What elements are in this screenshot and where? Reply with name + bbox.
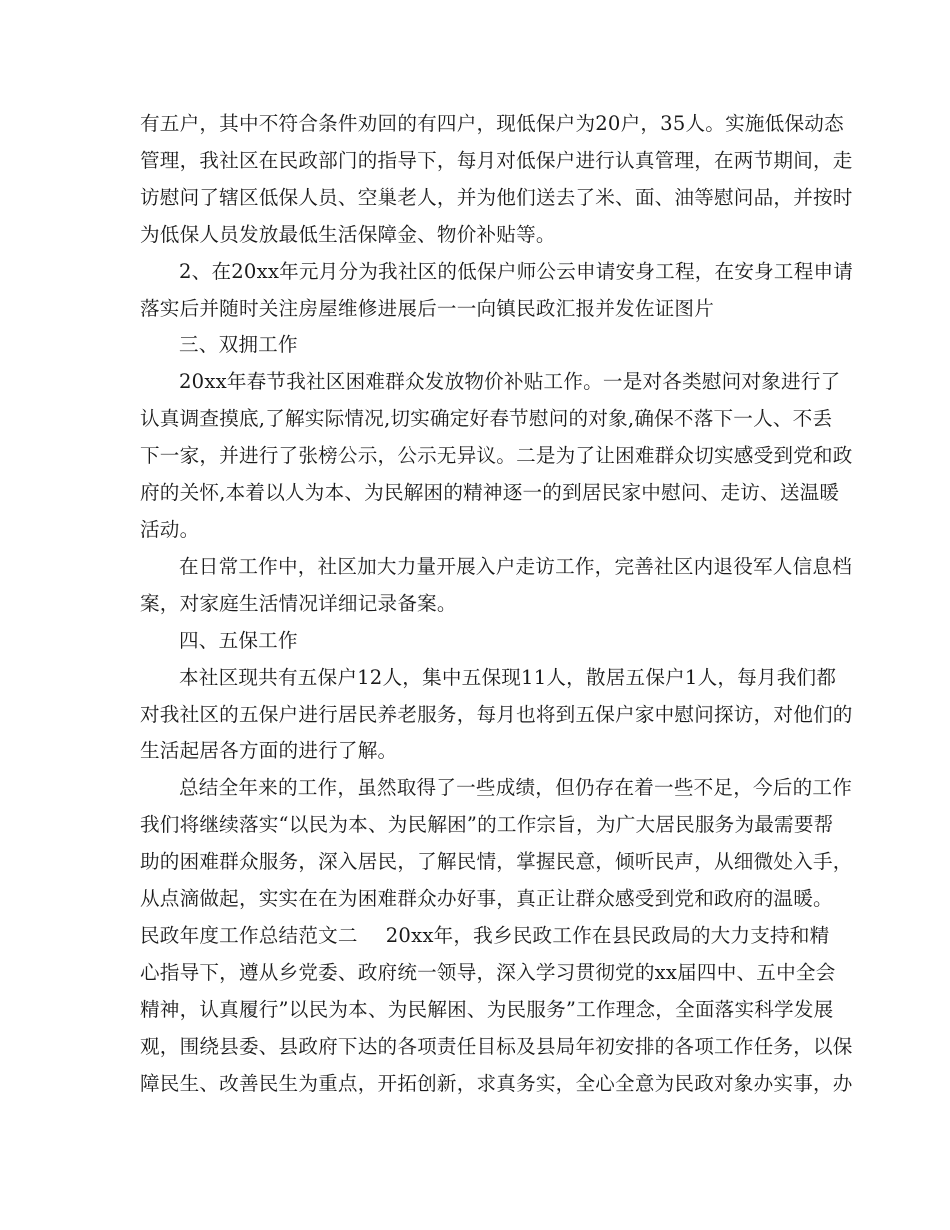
text-line: 认真调查摸底,了解实际情况,切实确定好春节慰问的对象,确保不落下一人、不丢 (140, 407, 833, 431)
text-line: 活动。 (140, 517, 200, 541)
text-line: 府的关怀,本着以人为本、为民解困的精神逐一的到居民家中慰问、走访、送温暖 (140, 481, 840, 505)
paragraph-low-income-households (140, 106, 853, 254)
text-line: 生活起居各方面的进行了解。 (140, 739, 398, 763)
paragraph-spring-festival-subsidy (140, 364, 853, 549)
text-line: 从点滴做起，实实在在为困难群众办好事，真正让群众感受到党和政府的温暖。 (140, 887, 833, 911)
text-line: 总结全年来的工作，虽然取得了一些成绩，但仍存在着一些不足，今后的工作 (179, 776, 852, 800)
paragraph-housing-project (140, 254, 854, 328)
text-line: 为低保人员发放最低生活保障金、物价补贴等。 (140, 222, 556, 246)
paragraph-veteran-visits (140, 549, 852, 623)
sample-two-opening: 20xx年，我乡民政工作在县民政局的大力支持和精 (385, 923, 830, 947)
text-line: 本社区现共有五保户12人，集中五保现11人，散居五保户1人，每月我们都 (179, 665, 837, 689)
text-line: 我们将继续落实“以民为本、为民解困”的工作宗旨，为广大居民服务为最需要帮 (140, 813, 834, 837)
text-line: 下一家，并进行了张榜公示，公示无异议。二是为了让困难群众切实感受到党和政 (140, 444, 853, 468)
text-line: 助的困难群众服务，深入居民，了解民情，掌握民意，倾听民声，从细微处入手， (140, 850, 853, 874)
text-line: 管理，我社区在民政部门的指导下，每月对低保户进行认真管理，在两节期间，走 (140, 148, 853, 172)
text-line: 2、在20xx年元月分为我社区的低保户师公云申请安身工程，在安身工程申请 (179, 259, 854, 283)
text-line: 案，对家庭生活情况详细记录备案。 (140, 591, 457, 615)
paragraph-annual-summary (140, 770, 853, 918)
paragraph-five-guarantee-households (140, 660, 853, 771)
text-line: 心指导下，遵从乡党委、政府统一领导，深入学习贯彻党的xx届四中、五中全会 (140, 960, 836, 984)
text-line: 障民生、改善民生为重点，开拓创新，求真务实，全心全意为民政对象办实事，办 (140, 1071, 853, 1095)
text-line: 精神，认真履行”以民为本、为民解困、为民服务”工作理念，全面落实科学发展 (140, 997, 834, 1021)
text-line: 对我社区的五保户进行居民养老服务，每月也将到五保户家中慰问探访，对他们的 (140, 702, 853, 726)
text-line: 20xx年春节我社区困难群众发放物价补贴工作。一是对各类慰问对象进行了 (179, 370, 841, 394)
section-heading-military-support: 三、双拥工作 (179, 333, 298, 357)
text-line: 有五户，其中不符合条件劝回的有四户，现低保户为20户，35人。实施低保动态 (140, 112, 844, 135)
document-body (140, 106, 854, 1102)
section-title: 民政年度工作总结范文二 (140, 923, 358, 947)
text-line: 在日常工作中，社区加大力量开展入户走访工作，完善社区内退役军人信息档 (179, 554, 852, 578)
paragraph-sample-two (140, 918, 853, 1103)
section-heading-five-guarantees: 四、五保工作 (179, 628, 298, 652)
text-line: 落实后并随时关注房屋维修进展后一一向镇民政汇报并发佐证图片 (140, 296, 715, 320)
text-line: 观，围绕县委、县政府下达的各项责任目标及县局年初安排的各项工作任务，以保 (140, 1034, 853, 1058)
text-line (140, 918, 830, 955)
text-line: 访慰问了辖区低保人员、空巢老人，并为他们送去了米、面、油等慰问品，并按时 (140, 185, 853, 209)
